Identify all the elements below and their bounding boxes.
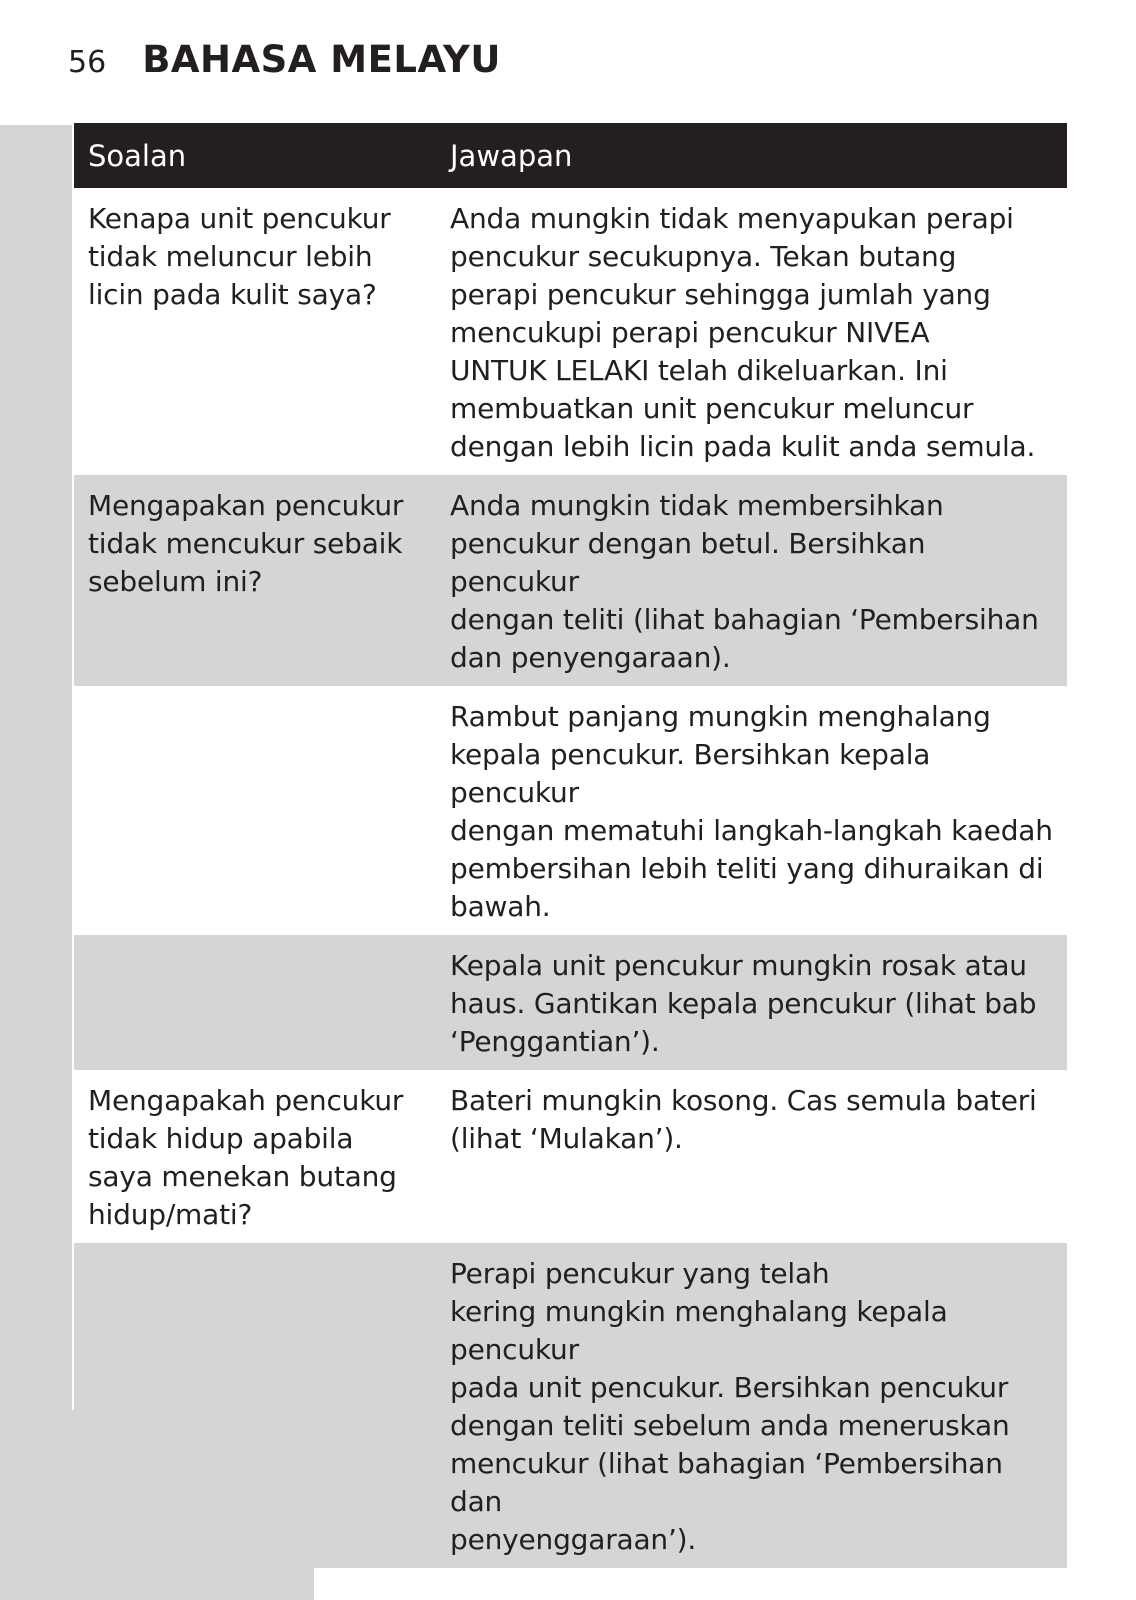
table-row [74, 188, 1067, 475]
faq-table [74, 123, 1067, 1568]
page-header [68, 38, 501, 92]
table-row [74, 935, 1067, 1070]
question-cell [74, 686, 436, 935]
table-row [74, 1070, 1067, 1243]
question-cell: Mengapakah pencukur tidak hidup apabila saya menekan butang hidup/mati? [74, 1070, 436, 1243]
answer-cell: Kepala unit pencukur mungkin rosak atau haus. Gantikan kepala pencukur (lihat bab ‘Penggantian’). [436, 935, 1067, 1070]
answer-cell: Perapi pencukur yang telah kering mungkin menghalang kepala pencukur pada unit pencukur. Bersihkan pencukur dengan teliti sebelum anda meneruskan mencukur (lihat bahagian ‘Pembersihan dan penyenggaraan’). [436, 1243, 1067, 1568]
column-header-question: Soalan [74, 123, 436, 188]
question-cell: Mengapakan pencukur tidak mencukur sebaik sebelum ini? [74, 475, 436, 686]
page-number: 56 [68, 45, 107, 80]
answer-cell: Bateri mungkin kosong. Cas semula bateri (lihat ‘Mulakan’). [436, 1070, 1067, 1243]
question-cell [74, 1243, 436, 1568]
table-row [74, 1243, 1067, 1568]
table-row [74, 686, 1067, 935]
table-row [74, 475, 1067, 686]
question-cell [74, 935, 436, 1070]
question-cell: Kenapa unit pencukur tidak meluncur lebih licin pada kulit saya? [74, 188, 436, 475]
answer-cell: Rambut panjang mungkin menghalang kepala pencukur. Bersihkan kepala pencukur dengan mematuhi langkah-langkah kaedah pembersihan lebih teliti yang dihuraikan di bawah. [436, 686, 1067, 935]
table-header-row [74, 123, 1067, 188]
answer-cell: Anda mungkin tidak membersihkan pencukur dengan betul. Bersihkan pencukur dengan teliti (lihat bahagian ‘Pembersihan dan penyengaraan). [436, 475, 1067, 686]
answer-cell: Anda mungkin tidak menyapukan perapi pencukur secukupnya. Tekan butang perapi pencukur sehingga jumlah yang mencukupi perapi pencukur NIVEA UNTUK LELAKI telah dikeluarkan. Ini membuatkan unit pencukur meluncur dengan lebih licin pada kulit anda semula. [436, 188, 1067, 475]
page-title: BAHASA MELAYU [142, 38, 501, 81]
column-header-answer: Jawapan [436, 123, 1067, 188]
